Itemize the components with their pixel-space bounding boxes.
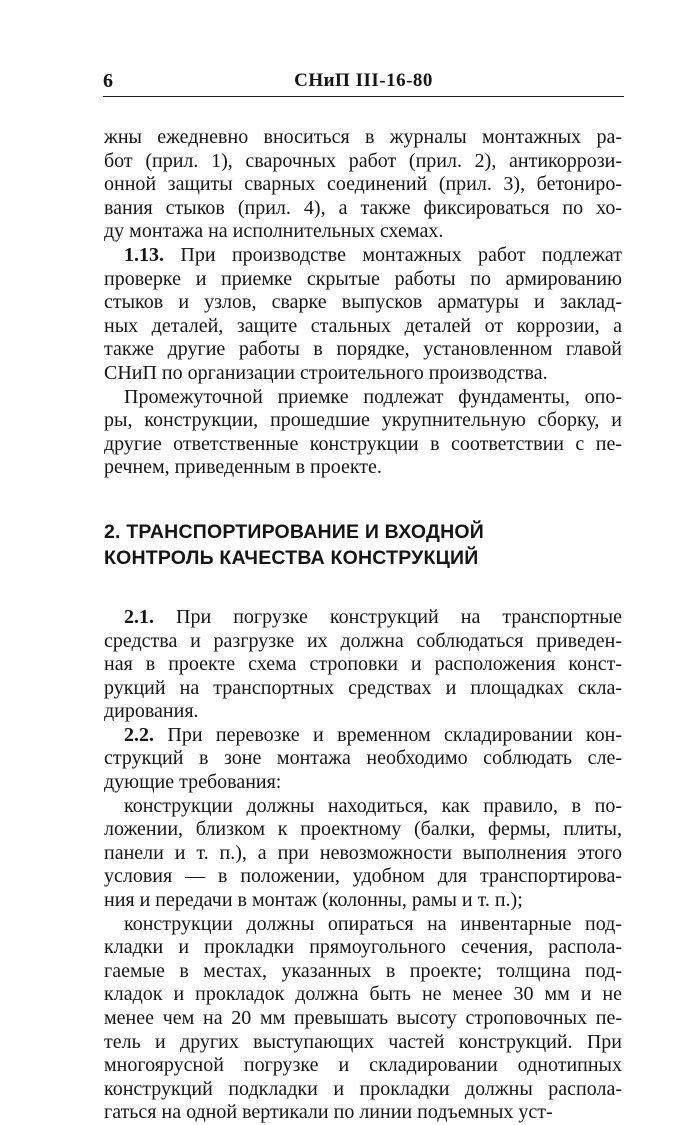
text-line [104,700,622,724]
paragraph [104,606,622,724]
line-text: При погрузке конструкций на транспортные [176,605,622,628]
text-line [104,747,622,771]
paragraph [104,724,622,795]
line-text: конструкции должны опираться на инвентарные под- [124,912,622,935]
paragraph [104,244,622,386]
line-text: ложении, близком к проектному (балки, фермы, плиты, [104,818,622,841]
text-line [104,1007,622,1031]
text-line [104,315,622,339]
paragraph [104,386,622,480]
line-text: При производстве монтажных работ подлежат [180,243,622,266]
line-text: При перевозке и временном складировании кон- [167,723,622,746]
clause-number: 2.2. [124,723,154,746]
line-text: вания стыков (прил. 4), а также фиксироваться по хо- [104,196,622,219]
text-line [104,173,622,197]
paragraph [104,913,622,1125]
line-text: кладок и прокладок должна быть не менее 30 мм и не [104,983,622,1006]
text-line [104,1101,622,1125]
line-text: конструкций подкладки и прокладки должны распола- [104,1077,622,1100]
line-text: гаться на одной вертикали по линии подъемных уст- [104,1101,553,1124]
line-text: ная в проекте схема строповки и расположения конст- [104,653,622,676]
text-line [104,220,622,244]
text-line [104,197,622,221]
paragraph [104,795,622,913]
text-line [104,677,622,701]
text-line [104,291,622,315]
text-line [104,456,622,480]
line-text: панели и т. п.), а при невозможности выполнения этого [104,841,622,864]
text-block-top [104,126,622,480]
line-text: жны ежедневно вноситься в журналы монтажных ра- [104,126,622,148]
line-text: бот (прил. 1), сварочных работ (прил. 2), антикоррози- [104,149,622,172]
text-line [104,842,622,866]
text-line [104,1078,622,1102]
line-text: струкций в зоне монтажа необходимо соблюдать сле- [104,747,622,770]
text-line [104,913,622,937]
text-line [104,386,622,410]
text-line [104,409,622,433]
line-text: менее чем на 20 мм превышать высоту строповочных пе- [104,1007,622,1029]
text-line [104,936,622,960]
section-heading [104,519,622,571]
page-header [103,70,624,97]
line-text: речнем, приведенным в проекте. [104,456,382,479]
text-line [104,1031,622,1055]
section-heading-line-1: 2. ТРАНСПОРТИРОВАНИЕ И ВХОДНОЙ [104,520,484,543]
page-number: 6 [103,70,113,92]
text-line [104,983,622,1007]
text-line [104,338,622,362]
line-text: многоярусной погрузке и складировании однотипных [104,1054,622,1077]
line-text: другие ответственные конструкции в соответствии с пе- [104,432,622,455]
clause-number: 1.13. [124,243,164,266]
text-line [104,818,622,842]
text-line [104,126,622,150]
running-title: СНиП III-16-80 [294,70,433,91]
text-line [104,606,622,630]
section-heading-line-2: КОНТРОЛЬ КАЧЕСТВА КОНСТРУКЦИЙ [104,546,479,569]
text-line [104,150,622,174]
line-text: стыков и узлов, сварке выпусков арматуры и заклад- [104,291,622,314]
line-text: тель и других выступающих частей конструкций. При [104,1030,622,1053]
text-line [104,865,622,889]
line-text: кладки и прокладки прямоугольного сечения, распола- [104,936,622,959]
text-line [104,960,622,984]
line-text: Промежуточной приемке подлежат фундаменты, опо- [124,385,622,408]
text-line [104,1054,622,1078]
text-line [104,630,622,654]
text-line [104,362,622,386]
line-text: условия — в положении, удобном для транспортирова- [104,865,622,888]
text-line [104,771,622,795]
line-text: также другие работы в порядке, установленном главой [104,338,622,361]
text-line [104,889,622,913]
line-text: средства и разгрузке их должна соблюдаться приведен- [104,629,622,652]
line-text: конструкции должны находиться, как правило, в по- [124,794,622,817]
text-line [104,433,622,457]
line-text: дирования. [104,700,199,723]
line-text: дующие требования: [104,771,282,794]
text-line [104,244,622,268]
text-line [104,795,622,819]
page-body [104,126,622,1125]
line-text: гаемые в местах, указанных в проекте; толщина под- [104,959,622,982]
text-line [104,268,622,292]
line-text: ния и передачи в монтаж (колонны, рамы и т. п.); [104,889,523,912]
text-line [104,653,622,677]
line-text: СНиП по организации строительного производства. [104,361,548,384]
line-text: проверке и приемке скрытые работы по армированию [104,267,622,290]
line-text: рукций на транспортных средствах и площадках скла- [104,676,622,699]
text-block-bottom [104,606,622,1125]
line-text: ду монтажа на исполнительных схемах. [104,220,444,243]
line-text: онной защиты сварных соединений (прил. 3), бетониро- [104,173,622,196]
paragraph [104,126,622,244]
line-text: ры, конструкции, прошедшие укрупнительную сборку, и [104,409,622,432]
line-text: ных деталей, защите стальных деталей от коррозии, а [104,314,622,337]
text-line [104,724,622,748]
clause-number: 2.1. [124,605,154,628]
